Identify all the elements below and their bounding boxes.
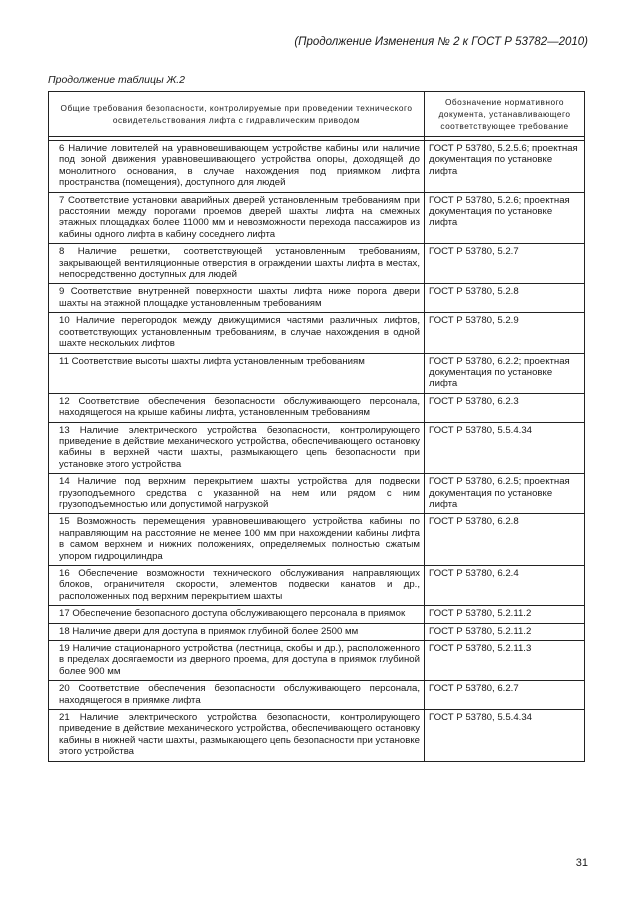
requirement-cell: 16 Обеспечение возможности технического обслуживания направляющих блоков, ограничителя скорости, элементов подвески канатов и др., расположенных под верхним перекрытием шахты [49,566,425,606]
column-header-document: Обозначение нормативного документа, устанавливающего соответствующее требование [425,92,585,137]
document-reference-cell: ГОСТ Р 53780, 5.2.7 [425,244,585,284]
requirement-cell: 11 Соответствие высоты шахты лифта установленным требованиям [49,353,425,393]
table-row [49,393,585,422]
requirement-cell: 8 Наличие решетки, соответствующей установленным требованиям, закрывающей вентиляционные отверстия в ограждении шахты лифта в местах, непосредственно доступных для людей [49,244,425,284]
document-reference-cell: ГОСТ Р 53780, 6.2.4 [425,566,585,606]
requirement-cell: 19 Наличие стационарного устройства (лестница, скобы и др.), расположенного в пределах досягаемости из дверного проема, для доступа в приямок глубиной более 900 мм [49,641,425,681]
requirement-cell: 10 Наличие перегородок между движущимися частями различных лифтов, соответствующих установленным требованиям, в случае нахождения в одной шахте нескольких лифтов [49,313,425,353]
document-reference-cell: ГОСТ Р 53780, 5.2.5.6; проектная документация по установке лифта [425,141,585,193]
table-row [49,244,585,284]
table-row [49,313,585,353]
requirement-cell: 15 Возможность перемещения уравновешивающего устройства кабины по направляющим на расстояние не менее 100 мм при нахождении кабины лифта в самом верхнем и нижних положениях, определяемых полностью сжатым упором гидроцилиндра [49,514,425,566]
document-reference-cell: ГОСТ Р 53780, 6.2.5; проектная документация по установке лифта [425,474,585,514]
requirement-cell: 13 Наличие электрического устройства безопасности, контролирующего приведение в действие механического устройства, обеспечивающего остановку кабины в верхней части шахты, размыкающего цепь безопасности при установке этого устройства [49,422,425,474]
page-header: (Продолжение Изменения № 2 к ГОСТ Р 53782—2010) [294,36,588,48]
document-reference-cell: ГОСТ Р 53780, 6.2.7 [425,681,585,710]
table-row [49,606,585,623]
column-header-requirements: Общие требования безопасности, контролируемые при проведении технического освидетельствования лифта с гидравлическим приводом [49,92,425,137]
document-reference-cell: ГОСТ Р 53780, 5.2.11.3 [425,641,585,681]
table-body [49,141,585,762]
requirement-cell: 18 Наличие двери для доступа в приямок глубиной более 2500 мм [49,623,425,640]
requirements-table [48,91,585,762]
document-reference-cell: ГОСТ Р 53780, 5.2.8 [425,284,585,313]
document-reference-cell: ГОСТ Р 53780, 5.2.11.2 [425,606,585,623]
requirement-cell: 14 Наличие под верхним перекрытием шахты устройства для подвески грузоподъемного средства с указанной на нем или рядом с ним грузоподъемностью или допустимой нагрузкой [49,474,425,514]
document-reference-cell: ГОСТ Р 53780, 5.5.4.34 [425,422,585,474]
table-row [49,474,585,514]
document-reference-cell: ГОСТ Р 53780, 6.2.3 [425,393,585,422]
table-row [49,681,585,710]
table-row [49,422,585,474]
requirement-cell: 21 Наличие электрического устройства безопасности, контролирующего приведение в действие механического устройства, обеспечивающего остановку кабины в нижней части шахты, размыкающего цепь безопасности при установке этого устройства [49,710,425,762]
requirement-cell: 9 Соответствие внутренней поверхности шахты лифта ниже порога двери шахты на этажной площадке установленным требованиям [49,284,425,313]
document-reference-cell: ГОСТ Р 53780, 5.2.11.2 [425,623,585,640]
requirement-cell: 17 Обеспечение безопасного доступа обслуживающего персонала в приямок [49,606,425,623]
table-row [49,141,585,193]
table-row [49,192,585,244]
table-row [49,710,585,762]
requirement-cell: 7 Соответствие установки аварийных дверей установленным требованиям при расстоянии между порогами проемов дверей шахты лифта на смежных этажных площадках более 11000 мм и невозможности перехода пассажиров из кабины одного лифта в кабину соседнего лифта [49,192,425,244]
table-row [49,641,585,681]
table-caption: Продолжение таблицы Ж.2 [48,74,185,86]
requirement-cell: 12 Соответствие обеспечения безопасности обслуживающего персонала, находящегося на крыше кабины лифта, установленным требованиям [49,393,425,422]
page-number: 31 [575,857,588,869]
document-reference-cell: ГОСТ Р 53780, 5.2.6; проектная документация по установке лифта [425,192,585,244]
table-row [49,353,585,393]
requirement-cell: 6 Наличие ловителей на уравновешивающем устройстве кабины или наличие под зоной движения уравновешивающего устройства опоры, доходящей до монолитного основания, в случае нахождения под приямком лифта пространства (помещения), доступного для людей [49,141,425,193]
document-reference-cell: ГОСТ Р 53780, 5.2.9 [425,313,585,353]
table-row [49,566,585,606]
table-row [49,284,585,313]
document-reference-cell: ГОСТ Р 53780, 5.5.4.34 [425,710,585,762]
document-reference-cell: ГОСТ Р 53780, 6.2.2; проектная документация по установке лифта [425,353,585,393]
table-header-row [49,92,585,137]
document-reference-cell: ГОСТ Р 53780, 6.2.8 [425,514,585,566]
table-row [49,514,585,566]
table-row [49,623,585,640]
requirement-cell: 20 Соответствие обеспечения безопасности обслуживающего персонала, находящегося в приямке лифта [49,681,425,710]
